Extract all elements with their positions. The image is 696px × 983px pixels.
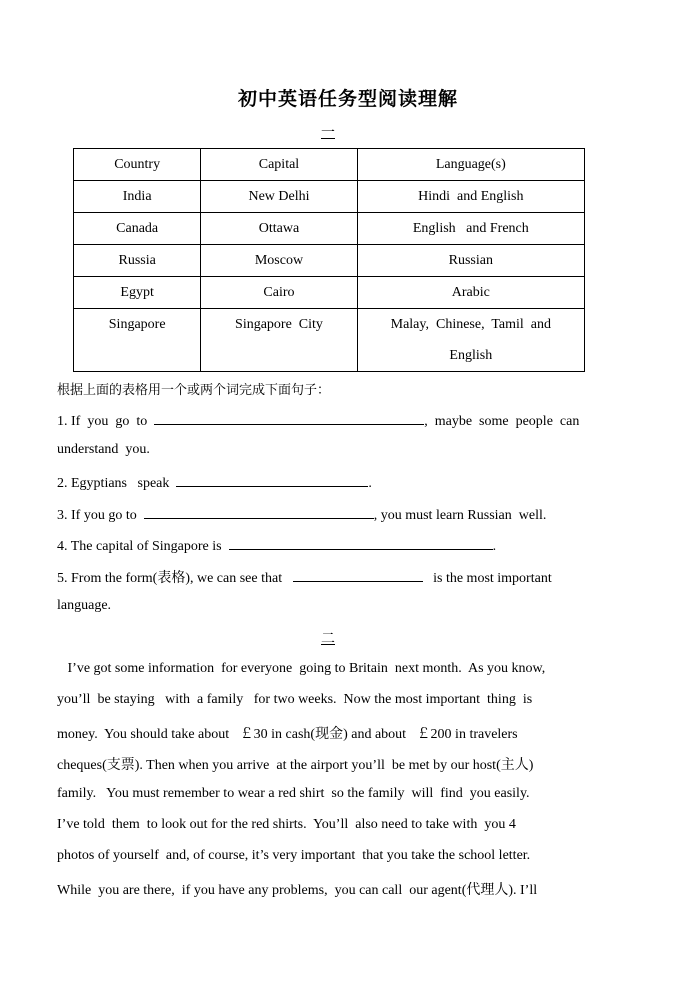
question-4 — [57, 536, 496, 555]
cell-capital: Moscow — [201, 245, 357, 277]
passage-line: I’ve told them to look out for the red shirts. You’ll also need to take with you 4 — [57, 817, 516, 832]
cell-capital: New Delhi — [201, 181, 357, 213]
header-languages: Language(s) — [357, 149, 584, 181]
passage-line: While you are there, if you have any problems, you can call our agent(代理人). I’ll — [57, 883, 538, 898]
section-two-mark: 二 — [321, 632, 335, 647]
q4-answer-blank[interactable] — [229, 536, 493, 550]
question-2 — [57, 473, 372, 492]
cell-language: Hindi and English — [357, 181, 584, 213]
page-title: 初中英语任务型阅读理解 — [237, 88, 458, 110]
passage-line: cheques(支票). Then when you arrive at the airport you’ll be met by our host(主人) — [57, 758, 534, 773]
cell-country: Canada — [74, 213, 201, 245]
instruction-text: 根据上面的表格用一个或两个词完成下面句子： — [57, 383, 331, 398]
cell-country: Singapore — [74, 309, 201, 372]
question-3 — [57, 505, 546, 524]
q2-text-start: 2. Egyptians speak — [57, 476, 170, 491]
question-5-cont: language. — [57, 598, 112, 613]
cell-language: Russian — [357, 245, 584, 277]
q3-text-start: 3. If you go to — [57, 508, 137, 523]
table-row — [74, 309, 585, 372]
question-1 — [57, 411, 579, 430]
table-row — [74, 213, 585, 245]
cell-language: Arabic — [357, 277, 584, 309]
cell-language-line2: English — [449, 348, 493, 363]
passage-line: I’ve got some information for everyone going to Britain next month. As you know, — [57, 661, 546, 676]
q5-text-end: is the most important — [433, 571, 552, 586]
q3-answer-blank[interactable] — [144, 505, 374, 519]
passage-line: you’ll be staying with a family for two weeks. Now the most important thing is — [57, 692, 533, 707]
header-capital: Capital — [201, 149, 357, 181]
q4-text-end: . — [492, 539, 497, 554]
question-5 — [57, 567, 552, 587]
cell-capital: Cairo — [201, 277, 357, 309]
q4-text-start: 4. The capital of Singapore is — [57, 539, 222, 554]
q3-text-end: , you must learn Russian well. — [373, 508, 547, 523]
passage-line: photos of yourself and, of course, it’s very important that you take the school letter. — [57, 848, 531, 863]
cell-capital: Singapore City — [201, 309, 357, 372]
table-row — [74, 277, 585, 309]
q2-answer-blank[interactable] — [176, 473, 368, 487]
cell-language-line1: Malay, Chinese, Tamil and — [390, 317, 552, 332]
cell-country: Egypt — [74, 277, 201, 309]
passage-line: money. You should take about ￡30 in cash(现金) and about ￡200 in travelers — [57, 727, 518, 742]
q5-answer-blank[interactable] — [293, 568, 423, 582]
q1-text-end: , maybe some people can — [424, 414, 580, 429]
cell-language — [357, 309, 584, 372]
passage-line: family. You must remember to wear a red shirt so the family will find you easily. — [57, 786, 530, 801]
country-table — [73, 148, 585, 372]
section-one-mark: 一 — [321, 126, 335, 141]
cell-country: India — [74, 181, 201, 213]
q1-answer-blank[interactable] — [154, 411, 424, 425]
table-row — [74, 245, 585, 277]
question-1-cont: understand you. — [57, 442, 150, 457]
q1-text-start: 1. If you go to — [57, 414, 148, 429]
table-row — [74, 181, 585, 213]
cell-country: Russia — [74, 245, 201, 277]
header-country: Country — [74, 149, 201, 181]
q5-text-start: 5. From the form(表格), we can see that — [57, 571, 283, 586]
q2-text-end: . — [368, 476, 372, 491]
cell-capital: Ottawa — [201, 213, 357, 245]
cell-language: English and French — [357, 213, 584, 245]
table-header-row — [74, 149, 585, 181]
